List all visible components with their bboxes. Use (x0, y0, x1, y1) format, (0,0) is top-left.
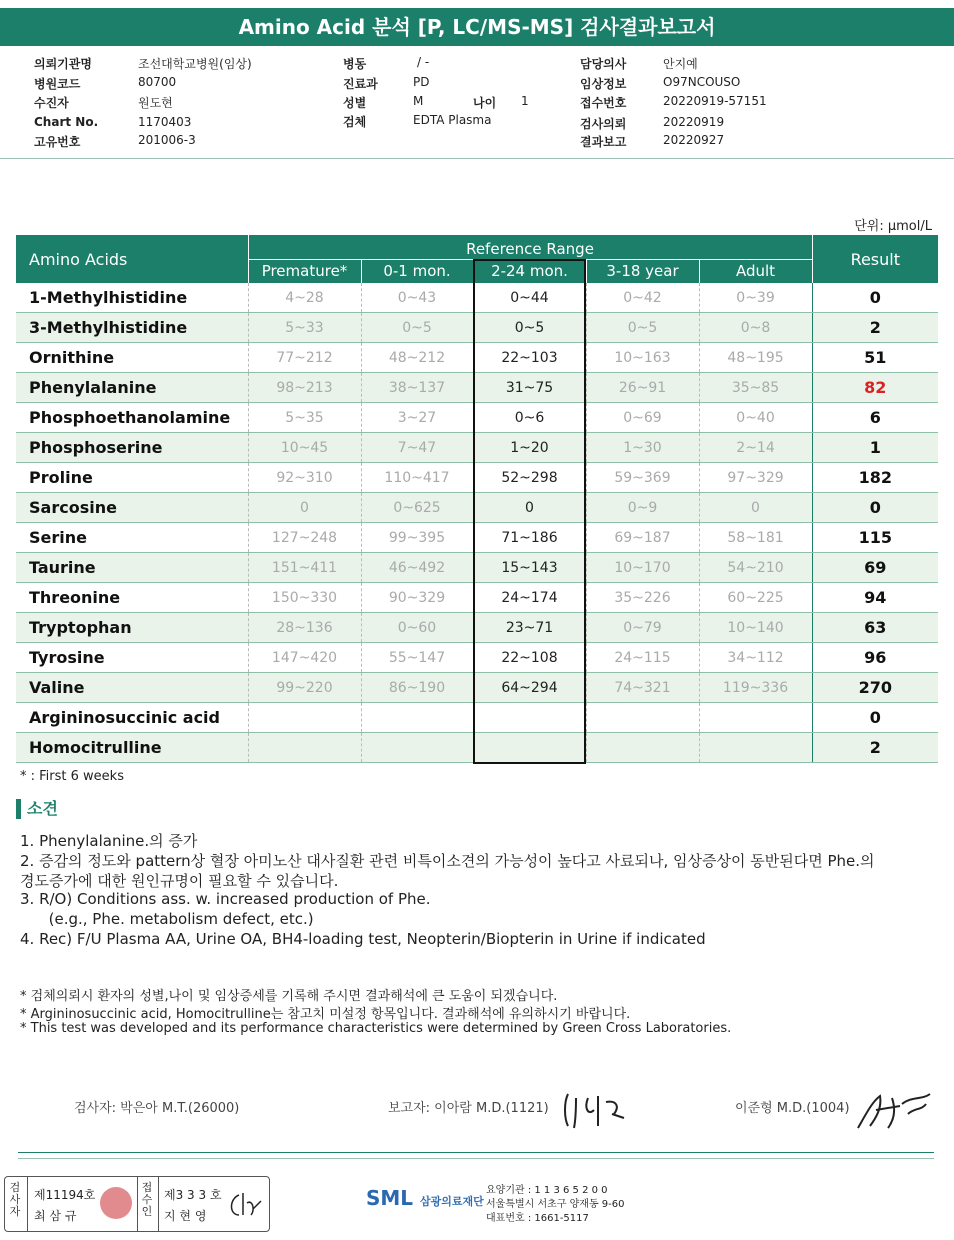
info-value: PD (413, 75, 430, 89)
official-seal-icon (100, 1187, 132, 1219)
subheader-age-group: 3-18 year (586, 259, 699, 283)
reference-range-cell: 147~420 (248, 643, 361, 673)
doctor-handwritten-signature (852, 1084, 936, 1134)
reference-range-cell (473, 733, 586, 763)
table-row (16, 673, 938, 703)
info-value: EDTA Plasma (413, 113, 492, 127)
subheader-age-group: Premature* (248, 259, 361, 283)
sml-logo (366, 1186, 484, 1210)
info-label: 결과보고 (580, 135, 627, 149)
reference-range-cell: 10~140 (699, 613, 812, 643)
table-row (16, 283, 938, 313)
result-value: 51 (812, 343, 938, 373)
table-row (16, 553, 938, 583)
amino-acid-name: Ornithine (16, 343, 248, 373)
reference-range-cell: 0~69 (586, 403, 699, 433)
reference-range-cell: 5~33 (248, 313, 361, 343)
reference-range-cell: 5~35 (248, 403, 361, 433)
info-value: 원도현 (138, 96, 173, 110)
reference-range-cell: 99~395 (361, 523, 473, 553)
finding-line: 2. 증감의 정도와 pattern상 혈장 아미노산 대사질환 관련 비특이소견의 가능성이 높다고 사료되나, 임상증상이 동반된다면 Phe.의 (20, 852, 875, 870)
reference-range-cell: 92~310 (248, 463, 361, 493)
reference-range-cell: 0~9 (586, 493, 699, 523)
reference-range-cell: 48~195 (699, 343, 812, 373)
amino-acid-name: Proline (16, 463, 248, 493)
amino-acid-name: Serine (16, 523, 248, 553)
finding-line: 3. R/O) Conditions ass. w. increased production of Phe. (20, 890, 431, 908)
result-value: 0 (812, 703, 938, 733)
amino-acid-name: Homocitrulline (16, 733, 248, 763)
reference-range-cell: 0 (473, 493, 586, 523)
sml-brand-sub: 삼광의료재단 (420, 1195, 484, 1208)
reference-range-cell: 54~210 (699, 553, 812, 583)
info-value: 1170403 (138, 115, 192, 129)
reference-range-cell: 0~8 (699, 313, 812, 343)
cert-name-2: 지 현 영 (164, 1209, 207, 1223)
info-label: 수진자 (34, 96, 69, 110)
info-label: 담당의사 (580, 57, 627, 71)
reference-range-cell: 10~163 (586, 343, 699, 373)
amino-acid-name: Tyrosine (16, 643, 248, 673)
note-line: * 검체의뢰시 환자의 성별,나이 및 임상증세를 기록해 주시면 결과해석에 큰 도움이 되겠습니다. (20, 989, 558, 1004)
amino-acid-table (16, 235, 938, 763)
info-label: 병원코드 (34, 77, 81, 91)
reference-range-cell: 58~181 (699, 523, 812, 553)
reference-range-cell: 46~492 (361, 553, 473, 583)
info-label: Chart No. (34, 115, 99, 129)
reporter-handwritten-signature (558, 1088, 638, 1132)
amino-acid-name: Phosphoserine (16, 433, 248, 463)
info-value: 201006-3 (138, 133, 196, 147)
result-value: 0 (812, 283, 938, 313)
info-col-3 (580, 55, 860, 155)
info-value: M (413, 94, 424, 108)
table-row (16, 523, 938, 553)
findings-title: 소견 (16, 799, 58, 819)
result-value: 270 (812, 673, 938, 703)
reference-range-cell (586, 733, 699, 763)
reference-range-cell: 52~298 (473, 463, 586, 493)
subheader-age-group: 0-1 mon. (361, 259, 473, 283)
doctor-signature-label: 이준형 M.D.(1004) (735, 1101, 850, 1116)
finding-line: (e.g., Phe. metabolism defect, etc.) (20, 910, 314, 928)
reference-range-cell: 26~91 (586, 373, 699, 403)
result-value: 182 (812, 463, 938, 493)
result-value: 115 (812, 523, 938, 553)
note-line: * Argininosuccinic acid, Homocitrulline는 참고치 미설정 항목입니다. 결과해석에 유의하시기 바랍니다. (20, 1007, 631, 1022)
info-value: 조선대학교병원(임상) (138, 57, 252, 71)
result-value: 69 (812, 553, 938, 583)
amino-acid-name: Tryptophan (16, 613, 248, 643)
info-col-1 (34, 55, 334, 155)
amino-acid-name: Phenylalanine (16, 373, 248, 403)
reference-range-cell: 15~143 (473, 553, 586, 583)
org-line: 대표번호 : 1661-5117 (486, 1213, 589, 1224)
reference-range-cell: 4~28 (248, 283, 361, 313)
table-row (16, 493, 938, 523)
reference-range-cell: 24~174 (473, 583, 586, 613)
reference-range-cell: 1~20 (473, 433, 586, 463)
reference-range-cell (248, 733, 361, 763)
finding-line: 경도증가에 대한 원인규명이 필요할 수 있습니다. (20, 872, 339, 890)
result-value: 1 (812, 433, 938, 463)
info-label: 검체 (343, 115, 367, 129)
reference-range-cell (248, 703, 361, 733)
reference-range-cell: 55~147 (361, 643, 473, 673)
reference-range-cell: 59~369 (586, 463, 699, 493)
reference-range-cell: 2~14 (699, 433, 812, 463)
reference-range-cell: 0~625 (361, 493, 473, 523)
result-value: 82 (812, 373, 938, 403)
reference-range-cell: 0~5 (586, 313, 699, 343)
table-row (16, 613, 938, 643)
reference-range-cell: 60~225 (699, 583, 812, 613)
reference-range-cell: 22~108 (473, 643, 586, 673)
table-row (16, 403, 938, 433)
tester-signature-label: 검사자: 박은아 M.T.(26000) (74, 1101, 240, 1116)
cert-number-1: 제11194호 (34, 1188, 96, 1202)
reference-range-cell: 97~329 (699, 463, 812, 493)
reference-range-cell: 69~187 (586, 523, 699, 553)
finding-line: 1. Phenylalanine.의 증가 (20, 832, 198, 850)
reference-range-cell: 3~27 (361, 403, 473, 433)
amino-acid-name: 1-Methylhistidine (16, 283, 248, 313)
cert-label-2: 접수인 (141, 1181, 153, 1218)
result-value: 94 (812, 583, 938, 613)
info-value: / - (417, 55, 430, 69)
table-row (16, 643, 938, 673)
reference-range-cell: 7~47 (361, 433, 473, 463)
reference-range-cell: 0~40 (699, 403, 812, 433)
reference-range-cell: 31~75 (473, 373, 586, 403)
reference-range-cell: 74~321 (586, 673, 699, 703)
reference-range-cell: 71~186 (473, 523, 586, 553)
table-row (16, 463, 938, 493)
finding-line: 4. Rec) F/U Plasma AA, Urine OA, BH4-loading test, Neopterin/Biopterin in Urine if indicated (20, 930, 706, 948)
reference-range-cell: 0~5 (473, 313, 586, 343)
reference-range-cell: 110~417 (361, 463, 473, 493)
certification-box (4, 1176, 270, 1232)
reference-range-cell: 0~44 (473, 283, 586, 313)
result-value: 63 (812, 613, 938, 643)
reference-range-cell: 127~248 (248, 523, 361, 553)
table-row (16, 343, 938, 373)
reference-range-cell: 151~411 (248, 553, 361, 583)
info-label: 성별 (343, 96, 367, 110)
reference-range-cell: 0~60 (361, 613, 473, 643)
info-label: 접수번호 (580, 96, 627, 110)
info-label: 검사의뢰 (580, 117, 627, 131)
reference-range-cell: 34~112 (699, 643, 812, 673)
table-row (16, 313, 938, 343)
reference-range-cell: 1~30 (586, 433, 699, 463)
info-label: 의뢰기관명 (34, 57, 92, 71)
result-value: 96 (812, 643, 938, 673)
info-col-2 (343, 55, 563, 155)
reference-range-cell: 0 (699, 493, 812, 523)
table-row (16, 373, 938, 403)
header-amino-acids: Amino Acids (16, 235, 248, 283)
table-row (16, 703, 938, 733)
info-value: 안지예 (663, 57, 698, 71)
reference-range-cell: 22~103 (473, 343, 586, 373)
reference-range-cell: 24~115 (586, 643, 699, 673)
reference-range-cell: 77~212 (248, 343, 361, 373)
reference-range-cell: 119~336 (699, 673, 812, 703)
cert-name-1: 최 삼 규 (34, 1209, 77, 1223)
info-value: O97NCOUSO (663, 75, 741, 89)
footnote: * : First 6 weeks (20, 769, 124, 784)
reference-range-cell (473, 703, 586, 733)
header-reference-range: Reference Range (248, 235, 812, 259)
report-title: Amino Acid 분석 [P, LC/MS-MS] 검사결과보고서 (0, 8, 954, 46)
info-value: 20220919 (663, 115, 725, 129)
table-row (16, 433, 938, 463)
reference-range-cell: 90~329 (361, 583, 473, 613)
subheader-age-group: 2-24 mon. (473, 259, 586, 283)
reference-range-cell (361, 733, 473, 763)
reference-range-cell: 38~137 (361, 373, 473, 403)
amino-acid-name: Valine (16, 673, 248, 703)
reference-range-cell: 23~71 (473, 613, 586, 643)
info-label: 임상정보 (580, 77, 627, 91)
reference-range-cell: 0 (248, 493, 361, 523)
info-value: 20220919-57151 (663, 94, 767, 108)
reference-range-cell: 0~79 (586, 613, 699, 643)
info-value: 80700 (138, 75, 177, 89)
result-value: 0 (812, 493, 938, 523)
reference-range-cell: 0~5 (361, 313, 473, 343)
unit-label: 단위: μmol/L (854, 219, 932, 234)
table-row (16, 583, 938, 613)
reference-range-cell (699, 703, 812, 733)
footer-divider (18, 1152, 934, 1153)
amino-acid-name: 3-Methylhistidine (16, 313, 248, 343)
cert-label-1: 검사자 (9, 1181, 21, 1218)
header-result: Result (812, 235, 938, 283)
reference-range-cell: 10~45 (248, 433, 361, 463)
amino-acid-name: Threonine (16, 583, 248, 613)
reference-range-cell: 0~42 (586, 283, 699, 313)
reference-range-cell: 64~294 (473, 673, 586, 703)
reference-range-cell: 28~136 (248, 613, 361, 643)
reference-range-cell: 35~226 (586, 583, 699, 613)
result-value: 6 (812, 403, 938, 433)
reference-range-cell: 48~212 (361, 343, 473, 373)
amino-acid-name: Argininosuccinic acid (16, 703, 248, 733)
reference-range-cell: 10~170 (586, 553, 699, 583)
reference-range-cell: 0~6 (473, 403, 586, 433)
reference-range-cell: 0~43 (361, 283, 473, 313)
cert-handwritten-signature (225, 1189, 263, 1221)
sml-brand: SML (366, 1186, 414, 1210)
info-value: 20220927 (663, 133, 725, 147)
reference-range-cell (586, 703, 699, 733)
age-label: 나이 (473, 96, 497, 110)
reference-range-cell (361, 703, 473, 733)
result-value: 2 (812, 733, 938, 763)
cert-number-2: 제3 3 3 호 (164, 1188, 222, 1202)
table-row (16, 733, 938, 763)
subheader-age-group: Adult (699, 259, 812, 283)
reference-range-cell: 35~85 (699, 373, 812, 403)
reference-range-cell: 98~213 (248, 373, 361, 403)
amino-acid-name: Phosphoethanolamine (16, 403, 248, 433)
info-label: 병동 (343, 57, 367, 71)
reference-range-cell: 150~330 (248, 583, 361, 613)
result-value: 2 (812, 313, 938, 343)
footer-divider-thin (18, 1158, 934, 1159)
reference-range-cell (699, 733, 812, 763)
age-value: 1 (521, 94, 529, 108)
reference-range-cell: 86~190 (361, 673, 473, 703)
amino-acid-name: Taurine (16, 553, 248, 583)
info-label: 고유번호 (34, 135, 81, 149)
note-line: * This test was developed and its performance characteristics were determined by Green Cross Laboratories. (20, 1021, 732, 1036)
organization-info (486, 1184, 625, 1226)
reference-range-cell: 0~39 (699, 283, 812, 313)
reference-range-cell: 99~220 (248, 673, 361, 703)
header-divider (0, 158, 954, 159)
org-line: 요양기관 : 1 1 3 6 5 2 0 0 (486, 1185, 608, 1196)
reporter-signature-label: 보고자: 이아람 M.D.(1121) (388, 1101, 549, 1116)
amino-acid-name: Sarcosine (16, 493, 248, 523)
org-line: 서울특별시 서초구 양재동 9-60 (486, 1199, 625, 1210)
info-label: 진료과 (343, 77, 378, 91)
